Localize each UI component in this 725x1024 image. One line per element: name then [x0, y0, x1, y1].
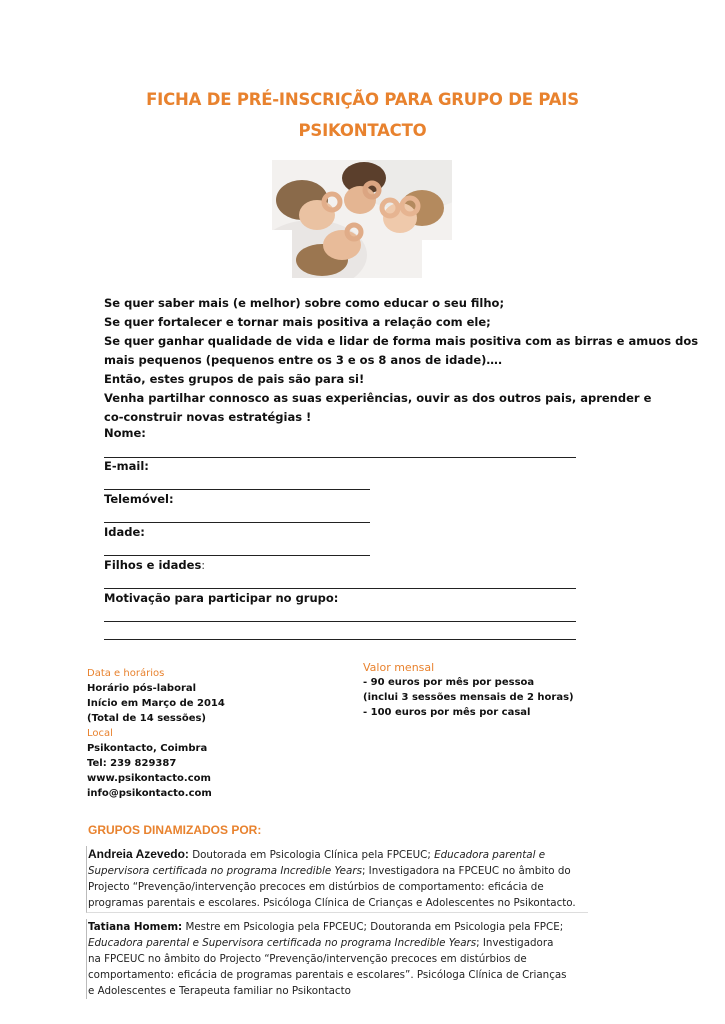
age-label: Idade:: [104, 525, 145, 539]
website-link[interactable]: www.psikontacto.com: [87, 773, 211, 784]
price-heading: Valor mensal: [363, 661, 435, 674]
bio-tatiana: [86, 919, 568, 999]
location-line: Psikontacto, Coimbra: [87, 743, 208, 754]
price-line: (inclui 3 sessões mensais de 2 horas): [363, 692, 574, 703]
bio-text-italic: Educadora parental e Supervisora certificada no programa Incredible Years: [88, 937, 477, 949]
motivation-label: Motivação para participar no grupo:: [104, 591, 339, 605]
intro-line: Se quer ganhar qualidade de vida e lidar de forma mais positiva com as birras e amuos dos: [104, 334, 699, 348]
age-field[interactable]: [104, 555, 370, 556]
family-photo: [272, 160, 452, 278]
name-field[interactable]: [104, 457, 576, 458]
mobile-label: Telemóvel:: [104, 492, 174, 506]
bio-name: Andreia Azevedo:: [88, 847, 189, 861]
bio-andreia: [86, 846, 588, 913]
bio-name: Tatiana Homem:: [88, 921, 183, 933]
name-label: Nome:: [104, 426, 146, 440]
children-label: Filhos e idades:: [104, 558, 206, 572]
price-info: [363, 660, 574, 720]
intro-line: mais pequenos (pequenos entre os 3 e os 8 anos de idade)….: [104, 353, 503, 367]
bio-text: ; Investigadora na FPCEUC no âmbito do Projecto “Prevenção/intervenção precoces em distúrbios de comportamento: eficácia de programas parentais e escolares”. Psicóloga Clínica de Crianças e Adolescentes e Terapeuta familiar no Psikontacto: [88, 937, 567, 997]
children-field[interactable]: [104, 588, 576, 589]
intro-line: Venha partilhar connosco as suas experiências, ouvir as dos outros pais, aprender e: [104, 391, 652, 405]
intro-line: Então, estes grupos de pais são para si!: [104, 372, 365, 386]
schedule-line: Início em Março de 2014: [87, 698, 225, 709]
intro-line: co-construir novas estratégias !: [104, 410, 312, 424]
bio-text: Doutorada em Psicologia Clínica pela FPCEUC;: [188, 849, 435, 861]
groups-heading: GRUPOS DINAMIZADOS POR:: [88, 823, 262, 837]
price-line: - 100 euros por mês por casal: [363, 707, 531, 718]
bio-text: ; Investigadora na FPCEUC no âmbito do Projecto “Prevenção/intervenção precoces em distúrbios de comportamento: eficácia de programas parentais e escolares. Psicóloga Clínica de Crianças e Adolescentes no Psikontacto.: [88, 865, 576, 909]
schedule-info: [87, 666, 225, 801]
intro-text: [104, 294, 699, 427]
location-heading: Local: [87, 728, 113, 739]
form-subtitle: PSIKONTACTO: [298, 121, 427, 140]
intro-line: Se quer saber mais (e melhor) sobre como educar o seu filho;: [104, 296, 505, 310]
motivation-field-2[interactable]: [104, 639, 576, 640]
phone: Tel: 239 829387: [87, 758, 177, 769]
price-line: - 90 euros por mês por pessoa: [363, 677, 535, 688]
schedule-line: (Total de 14 sessões): [87, 713, 207, 724]
bio-text: Mestre em Psicologia pela FPCEUC; Doutoranda em Psicologia pela FPCE;: [182, 921, 564, 933]
email-field[interactable]: [104, 489, 370, 490]
motivation-field-1[interactable]: [104, 621, 576, 622]
mobile-field[interactable]: [104, 522, 370, 523]
intro-line: Se quer fortalecer e tornar mais positiva a relação com ele;: [104, 315, 491, 329]
bio-text-italic: Educadora parental e Supervisora certificada no programa Incredible Years: [88, 849, 546, 877]
schedule-line: Horário pós-laboral: [87, 683, 197, 694]
email-label: E-mail:: [104, 459, 149, 473]
email-link[interactable]: info@psikontacto.com: [87, 788, 212, 799]
form-title: FICHA DE PRÉ-INSCRIÇÃO PARA GRUPO DE PAIS: [146, 90, 579, 109]
schedule-heading: Data e horários: [87, 668, 165, 679]
